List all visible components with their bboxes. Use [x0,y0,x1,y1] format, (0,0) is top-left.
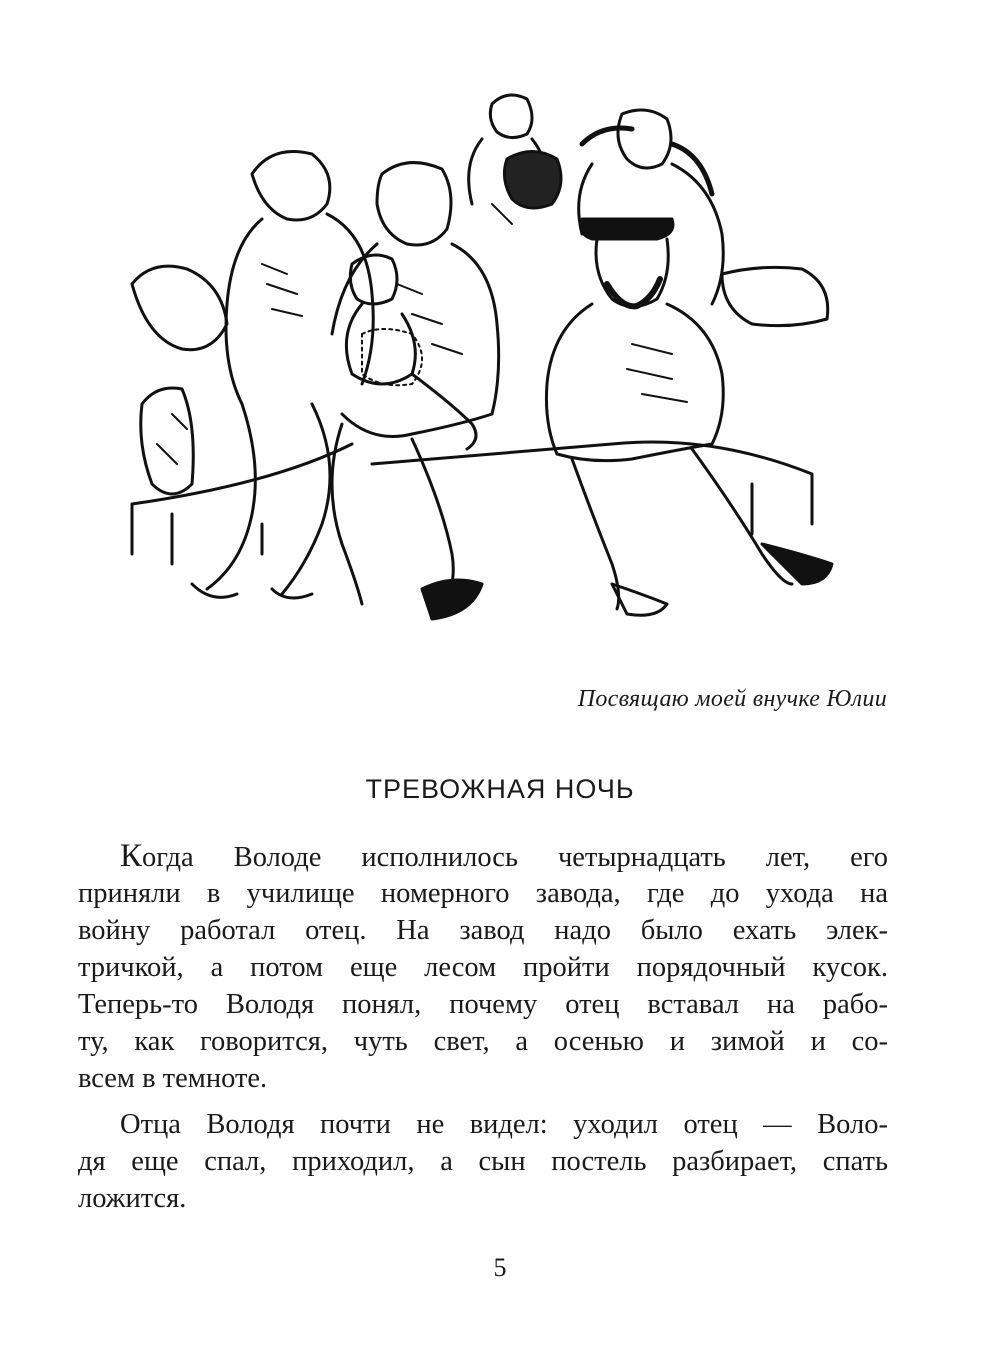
text-line: Когда Володе исполнилось четырнадцать лет, его [120,838,888,874]
text-line: войну работал отец. На завод надо было ехать элек- [78,915,888,946]
page-number: 5 [493,1253,507,1282]
text-line: всем в темноте. [78,1063,268,1094]
dedication: Посвящаю моей внучке Юлии [577,686,887,712]
chapter-title: ТРЕВОЖНАЯ НОЧЬ [365,774,635,804]
text-line: тричкой, а потом еще лесом пройти порядочный кусок. [78,952,888,983]
drop-cap: К [120,838,143,874]
book-illustration [112,84,847,644]
text-line: ложится. [78,1183,187,1214]
text-line: Теперь-то Володя понял, почему отец вставал на рабо- [78,989,888,1020]
text-line: дя еще спал, приходил, а сын постель разбирает, спать [78,1146,888,1177]
text-line: ту, как говорится, чуть свет, а осенью и зимой и со- [78,1026,888,1057]
text-line: приняли в училище номерного завода, где до ухода на [78,878,888,909]
paragraph [78,1106,888,1217]
text-line: Отца Володя почти не видел: уходил отец — Воло- [120,1109,888,1140]
paragraph [78,838,888,1097]
people-sitting-illustration-icon [112,84,847,644]
chapter-body [78,838,888,1217]
